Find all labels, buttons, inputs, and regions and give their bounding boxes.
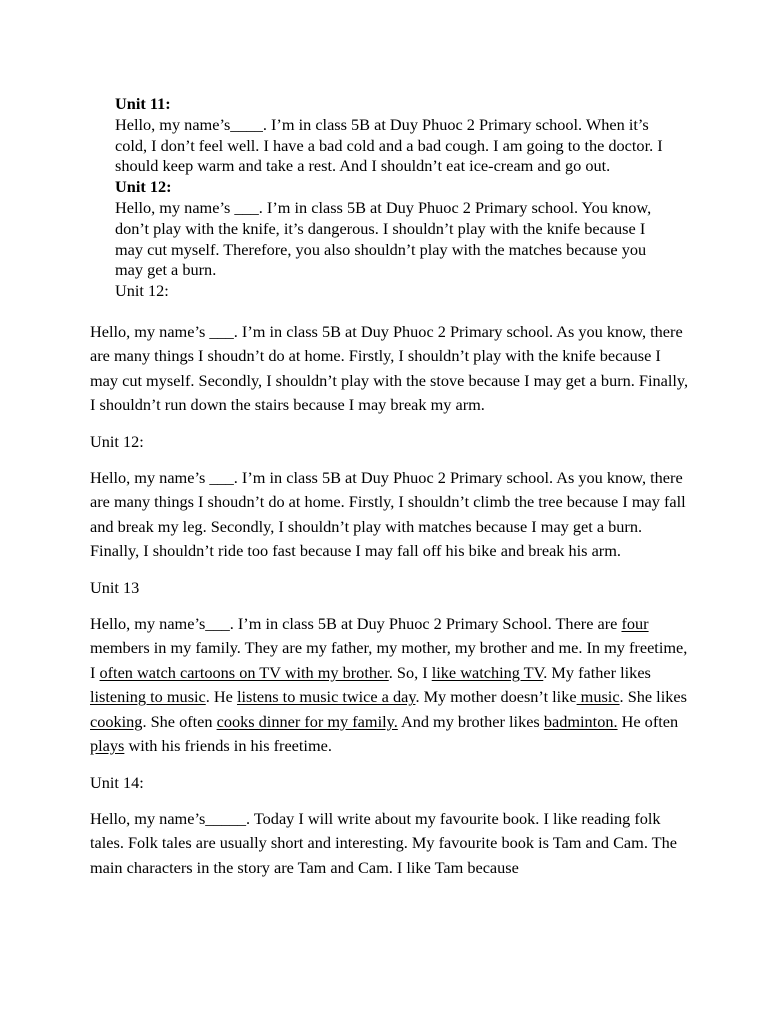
unit14-paragraph: Hello, my name’s_____. Today I will write about my favourite book. I like reading folk tales. Folk tales are usually short and interesting. My favourite book is Tam and Cam. The main characters in the story are Tam and Cam. I like Tam because — [90, 808, 677, 877]
underlined-phrase: cooking — [90, 711, 143, 731]
unit11-paragraph: Hello, my name’s____. I’m in class 5B at Duy Phuoc 2 Primary school. When it’s cold, I don’t feel well. I have a bad cold and a bad cough. I am going to the doctor. I should keep warm and take a rest. And I shouldn’t eat ice-cream and go out. — [115, 114, 663, 176]
underlined-phrase: badminton. — [543, 711, 618, 731]
underlined-phrase: often watch cartoons on TV with my brother — [99, 662, 389, 682]
unit12c-paragraph: Hello, my name’s ___. I’m in class 5B at Duy Phuoc 2 Primary school. As you know, there are many things I shoudn’t do at home. Firstly, I shouldn’t climb the tree because I may fall and break my leg. Secondly, I shouldn’t play with matches because I may get a burn. Finally, I shouldn’t ride too fast because I may fall off his bike and break his arm. — [90, 468, 686, 561]
unit11-heading: Unit 11: — [115, 94, 171, 113]
text-segment: . He — [205, 687, 237, 707]
underlined-phrase: like watching TV — [431, 662, 544, 682]
text-segment: . My father likes — [543, 662, 651, 682]
text-segment: Hello, my name’s___. I’m in class 5B at Duy Phuoc 2 Primary School. There are — [90, 614, 622, 634]
main-block — [90, 320, 690, 880]
text-segment: And my brother likes — [397, 711, 544, 731]
indented-block — [115, 94, 675, 302]
text-segment: . My mother doesn’t like — [415, 687, 577, 707]
text-segment: . She likes — [619, 687, 687, 707]
unit13-heading: Unit 13 — [90, 577, 140, 597]
unit12b-paragraph: Hello, my name’s ___. I’m in class 5B at Duy Phuoc 2 Primary school. As you know, there are many things I shoudn’t do at home. Firstly, I shouldn’t play with the knife because I may cut myself. Secondly, I shouldn’t play with the stove because I may get a burn. Finally, I shouldn’t run down the stairs because I may break my arm. — [90, 322, 689, 415]
unit13-paragraph — [90, 612, 690, 758]
underlined-phrase: listening to music — [90, 687, 206, 707]
unit12a-paragraph: Hello, my name’s ___. I’m in class 5B at Duy Phuoc 2 Primary school. You know, don’t play with the knife, it’s dangerous. I shouldn’t play with the knife because I may cut myself. Therefore, you also shouldn’t play with the matches because you may get a burn. — [115, 197, 652, 280]
underlined-phrase: music — [576, 687, 620, 707]
unit12c-heading: Unit 12: — [90, 431, 144, 451]
underlined-phrase: four — [621, 614, 649, 634]
text-segment: . So, I — [388, 662, 432, 682]
unit12b-heading: Unit 12: — [115, 281, 169, 301]
text-segment: . She often — [142, 711, 217, 731]
unit12a-heading: Unit 12: — [115, 177, 172, 197]
unit14-heading: Unit 14: — [90, 772, 144, 792]
underlined-phrase: listens to music twice a day — [236, 687, 416, 707]
text-segment: members in my family. They are my father, my mother, my brother and me. In my freetime, I — [90, 638, 688, 682]
text-segment: with his friends in his freetime. — [124, 736, 332, 756]
text-segment: He often — [617, 711, 679, 731]
underlined-phrase: plays — [90, 736, 125, 756]
underlined-phrase: cooks dinner for my family. — [216, 711, 398, 731]
